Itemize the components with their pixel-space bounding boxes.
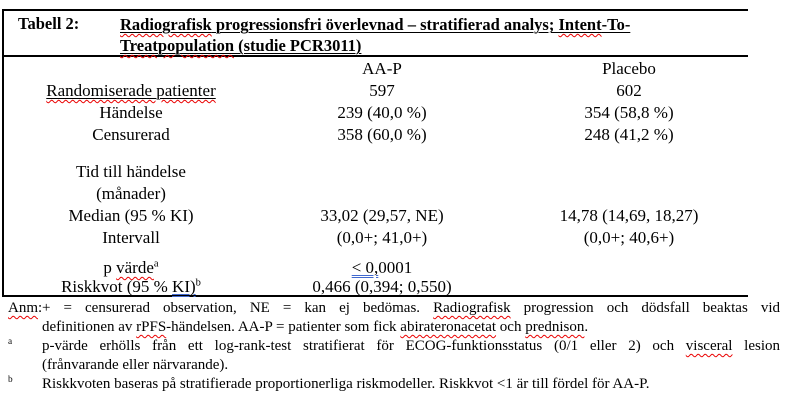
spellcheck-squiggle: Radiografisk [433, 300, 511, 316]
cell-placebo: 14,78 (14,69, 18,27) [559, 206, 699, 225]
row-label: Tid till händelse [76, 162, 186, 181]
cell-aap [256, 161, 508, 183]
text-style-u [558, 15, 601, 34]
cell-aap: 239 (40,0 %) [337, 103, 427, 122]
cell-aap: 33,02 (29,57, NE) [320, 206, 444, 225]
table-row [6, 161, 750, 183]
table-border-top [2, 9, 748, 11]
footnote-a [6, 337, 780, 375]
row-label: Censurerad [92, 125, 170, 144]
table-row [6, 278, 750, 296]
header-label-spacer [6, 58, 256, 80]
row-label: Median (95 % KI) [68, 206, 194, 225]
cell-placebo [508, 161, 750, 183]
table-row [6, 124, 750, 146]
cell-aap: (0,0+; 41,0+) [336, 228, 428, 247]
footnote-text [42, 299, 780, 337]
table-body [6, 80, 750, 296]
table-header-row [6, 58, 750, 80]
spellcheck-squiggle: värde [116, 258, 154, 277]
cell-aap: 597 [369, 81, 395, 100]
footnote-b [6, 375, 780, 394]
footnotes-block [6, 299, 780, 394]
footnote-text [42, 375, 780, 394]
row-label: Riskkvot (95 % KI)$^b$ [61, 277, 201, 296]
row-label: p värde$^a$ [103, 258, 159, 277]
data-table [6, 58, 750, 296]
text-style-u: progressionsfri överlevnad – stratifierad analys; [211, 15, 559, 34]
column-header-placebo: Placebo [602, 59, 656, 78]
table-row [6, 257, 750, 278]
footnote-line: definitionen av rPFS-händelsen. AA-P = patienter som fick abirateronacetat och prednison. [42, 319, 589, 335]
table-row [6, 183, 750, 205]
table-row [6, 102, 750, 124]
cell-aap: < 0,0001 [351, 258, 413, 277]
footnote-marker [8, 375, 13, 394]
spellcheck-squiggle: Randomiserade patienter [46, 81, 216, 100]
footnote-line: + = censurerad observation, NE = kan ej bedömas. Radiografisk progression och dödsfall beaktas vid [42, 300, 781, 316]
footnote-anm [6, 299, 780, 337]
row-label [6, 80, 256, 102]
spellcheck-squiggle: visceral [685, 338, 733, 354]
title-line [120, 14, 770, 35]
text-style-sup: b [8, 375, 13, 385]
grammar-underline: KI) [172, 277, 196, 296]
table-row-spacer [6, 146, 750, 161]
table-row-spacer [6, 249, 750, 257]
spellcheck-squiggle: rPFS [136, 319, 167, 335]
cell-placebo: 354 (58,8 %) [584, 103, 674, 122]
spellcheck-squiggle: Treatpopulation [120, 36, 234, 55]
cell-placebo: 602 [616, 81, 642, 100]
cell-placebo [508, 183, 750, 205]
text-style-u [120, 15, 212, 34]
cell-placebo [508, 278, 750, 296]
row-label: Intervall [102, 228, 160, 247]
footnote-line: p-värde erhölls från ett log-rank-test stratifierat för ECOG-funktionsstatus (0/1 eller 2) och visceral lesion [42, 338, 780, 354]
footnote-line: (frånvarande eller närvarande). [42, 357, 229, 373]
footnote-marker [8, 337, 12, 356]
cell-placebo: (0,0+; 40,6+) [583, 228, 675, 247]
row-label: (månader) [96, 184, 166, 203]
table-caption-number: Tabell 2: [18, 14, 80, 33]
spellcheck-squiggle: Intent [558, 15, 602, 34]
text-style-sup: a [153, 258, 159, 270]
cell-aap [256, 183, 508, 205]
spellcheck-squiggle: prednison [525, 319, 585, 335]
cell-placebo [508, 257, 750, 278]
text-style-u: -To- [601, 15, 631, 34]
table-row [6, 205, 750, 227]
table-row [6, 80, 750, 102]
cell-placebo: 248 (41,2 %) [584, 125, 674, 144]
text-style-u [120, 36, 234, 55]
title-line [120, 35, 770, 56]
spellcheck-squiggle: abirateronacetat [400, 319, 497, 335]
table-caption-title [120, 14, 770, 56]
spellcheck-squiggle: Anm [8, 300, 38, 316]
grammar-underline: < 0, [351, 258, 379, 277]
footnote-line: Riskkvoten baseras på stratifierade proportionerliga riskmodeller. Riskkvot <1 är till fördel för AA-P. [42, 376, 650, 392]
table-border-left [2, 9, 4, 297]
table-row [6, 227, 750, 249]
footnote-text [42, 337, 780, 375]
text-style-sup: a [8, 337, 13, 347]
cell-aap: 358 (60,0 %) [337, 125, 427, 144]
text-style-u: (studie PCR3011) [234, 36, 362, 55]
text-style-u [46, 81, 215, 100]
column-header-aap: AA-P [362, 59, 402, 78]
spellcheck-squiggle: Radiografisk [120, 15, 212, 34]
cell-aap: 0,466 (0,394; 0,550) [312, 277, 452, 296]
footnote-marker: Anm: [8, 300, 43, 316]
row-label: Händelse [99, 103, 163, 122]
text-style-sup: b [195, 277, 201, 289]
